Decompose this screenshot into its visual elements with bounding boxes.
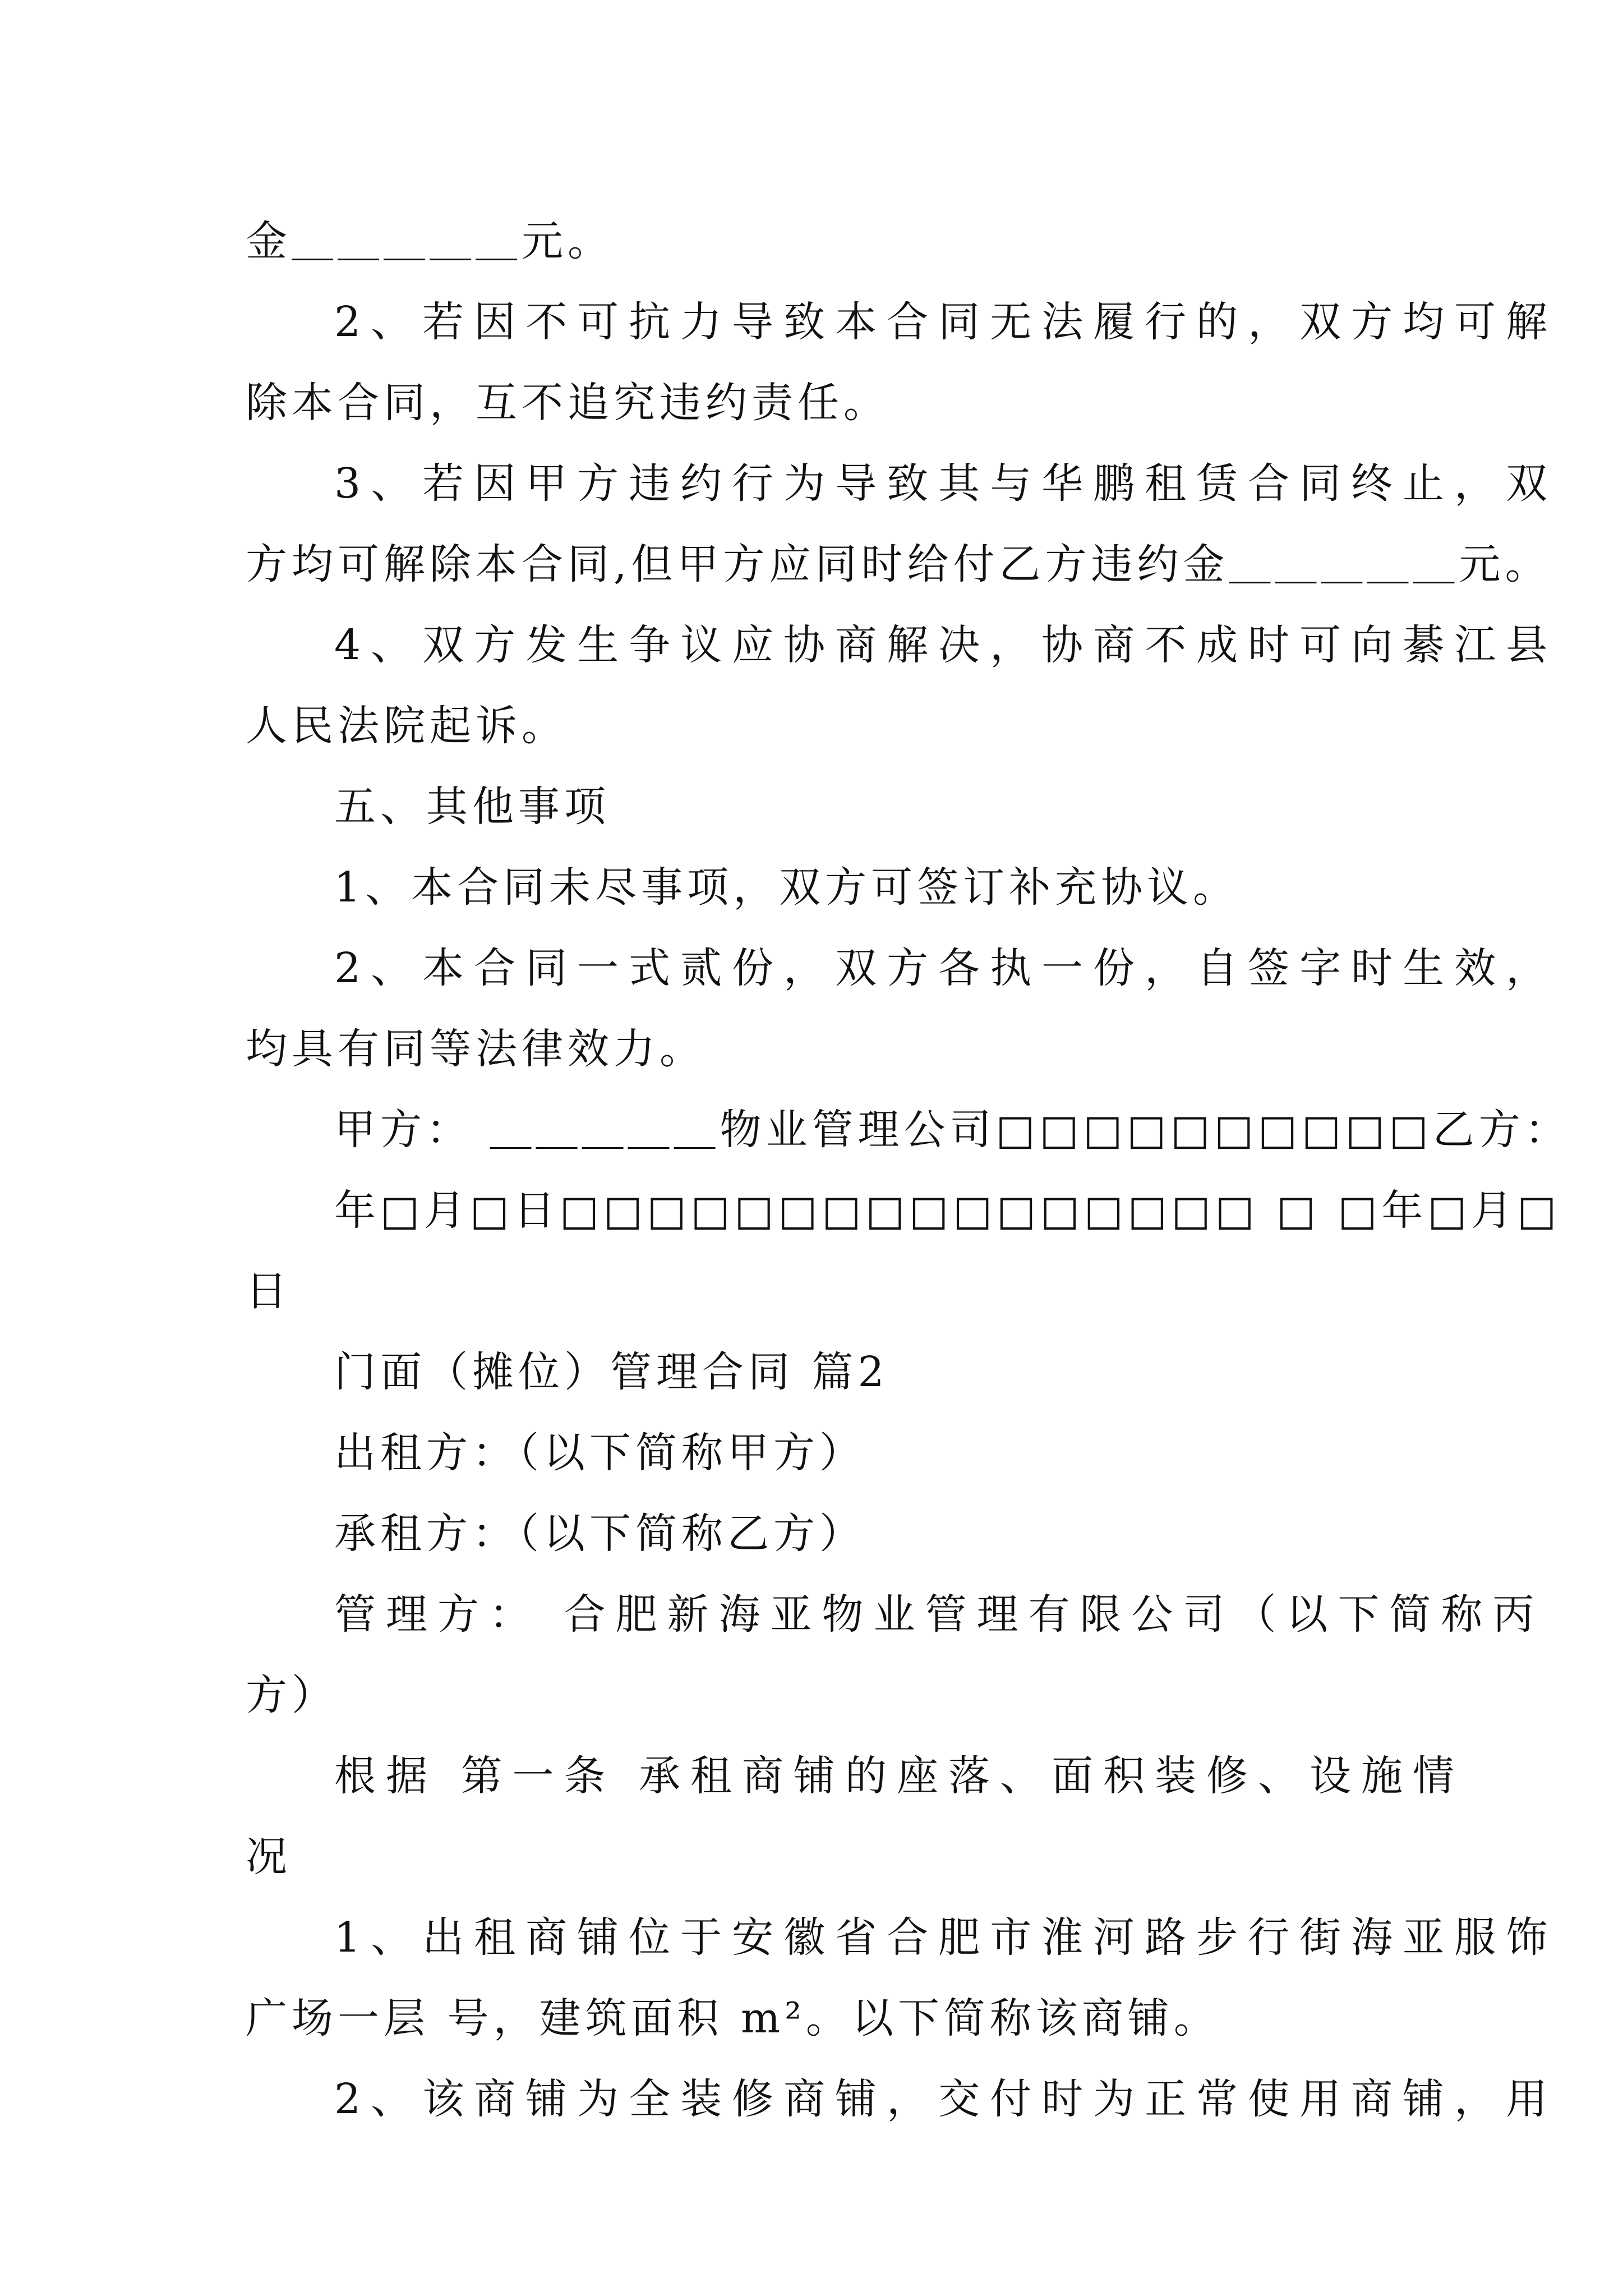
- contract-title: 门面（摊位）管理合同 篇2: [334, 1348, 889, 1396]
- text-line-4: 3、若因甲方违约行为导致其与华鹏租赁合同终止，双: [334, 459, 1558, 508]
- text-line-19: 方）: [246, 1671, 338, 1719]
- text-line-11: 均具有同等法律效力。: [246, 1025, 706, 1073]
- text-line-21: 况: [246, 1833, 292, 1881]
- signature-date-line: 年□月□日□□□□□□□□□□□□□□□□ □ □年□月□: [334, 1186, 1561, 1235]
- section-heading: 五、其他事项: [334, 783, 610, 831]
- manager-line: 管理方： 合肥新海亚物业管理有限公司（以下简称丙: [334, 1590, 1544, 1639]
- article-one-line: 根据 第一条 承租商铺的座落、面积装修、设施情: [334, 1752, 1465, 1800]
- text-line-7: 人民法院起诉。: [246, 702, 568, 750]
- text-line-23: 广场一层 号，建筑面积 m²。以下简称该商铺。: [246, 1994, 1220, 2042]
- text-line-9: 1、本合同未尽事项，双方可签订补充协议。: [334, 863, 1239, 912]
- text-line-22: 1、出租商铺位于安徽省合肥市淮河路步行街海亚服饰: [334, 1913, 1558, 1962]
- text-line-1: 金＿＿＿＿＿元。: [246, 217, 614, 265]
- lessee-line: 承租方：（以下简称乙方）: [334, 1510, 865, 1558]
- text-line-5: 方均可解除本合同,但甲方应同时给付乙方违约金＿＿＿＿＿元。: [246, 540, 1551, 588]
- text-line-6: 4、双方发生争议应协商解决，协商不成时可向綦江县: [334, 621, 1558, 669]
- signature-party-a: 甲方： ＿＿＿＿＿物业管理公司□□□□□□□□□□乙方：: [334, 1106, 1571, 1154]
- text-line-10: 2、本合同一式贰份，双方各执一份，自签字时生效，: [334, 944, 1558, 992]
- lessor-line: 出租方：（以下简称甲方）: [334, 1429, 865, 1477]
- text-line-2: 2、若因不可抗力导致本合同无法履行的，双方均可解: [334, 298, 1558, 346]
- text-line-24: 2、该商铺为全装修商铺，交付时为正常使用商铺，用: [334, 2075, 1558, 2123]
- text-line-3: 除本合同，互不追究违约责任。: [246, 379, 889, 427]
- signature-day: 日: [246, 1267, 292, 1315]
